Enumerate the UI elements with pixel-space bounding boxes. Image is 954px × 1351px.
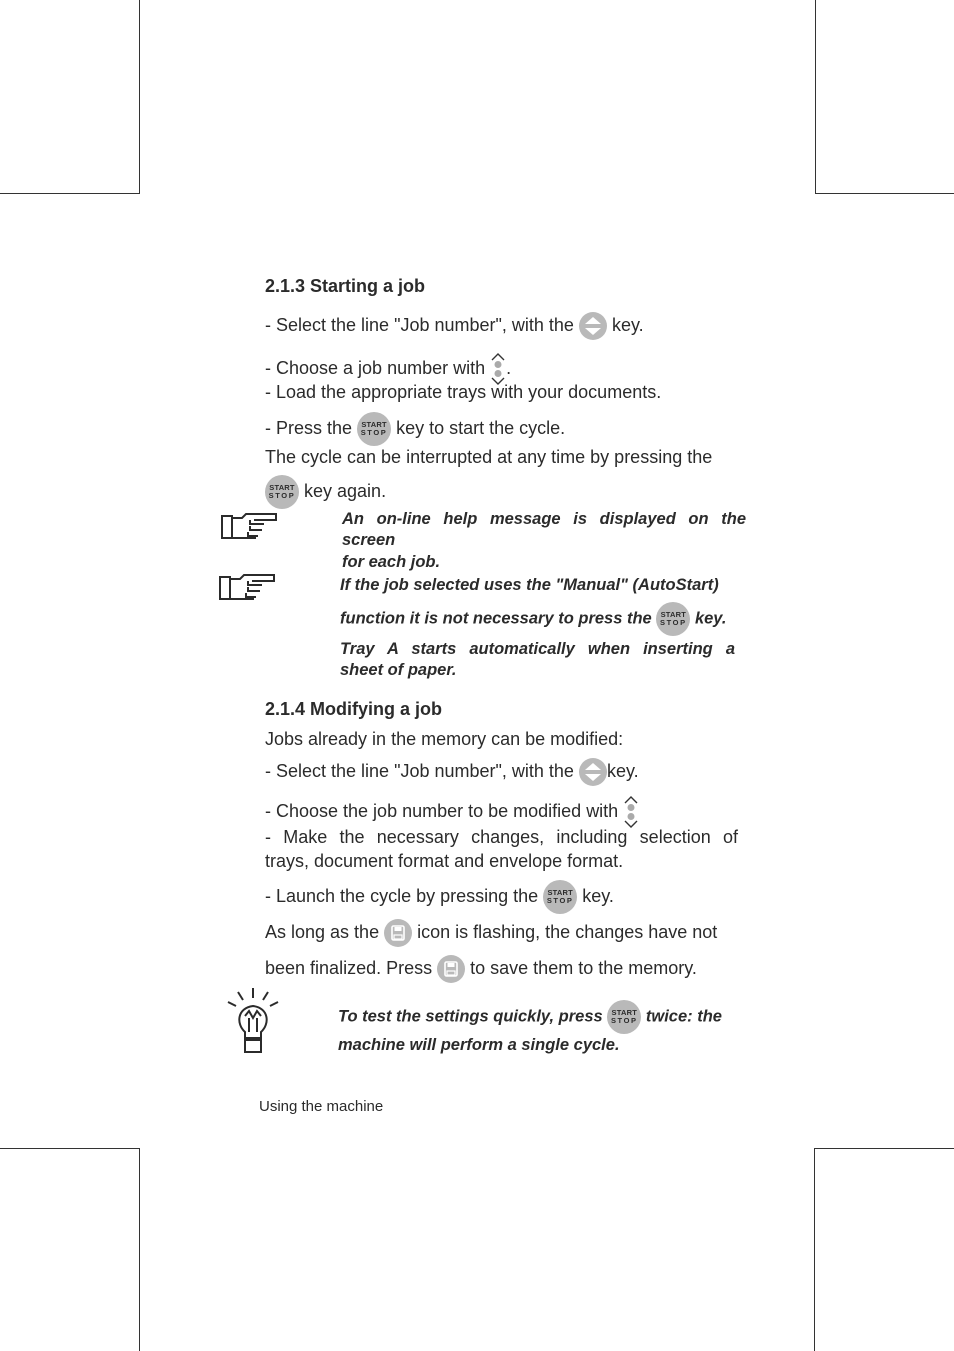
section-heading-starting-job: 2.1.3 Starting a job xyxy=(265,276,426,296)
start-stop-key-icon: START STOP xyxy=(656,602,690,636)
instruction-text: As long as the xyxy=(265,921,380,942)
start-stop-key-icon: START STOP xyxy=(357,412,391,446)
crop-mark xyxy=(139,1148,140,1351)
instruction-text: to save them to the memory. xyxy=(470,957,697,978)
save-press-text xyxy=(265,955,697,983)
note-autostart: sheet of paper. xyxy=(340,661,457,679)
instruction-text: . xyxy=(506,357,512,378)
pointing-hand-icon xyxy=(220,512,278,547)
instruction-text: key. xyxy=(582,885,614,906)
instruction-text: - Choose a job number with xyxy=(265,357,486,378)
save-flashing-text xyxy=(265,919,717,947)
instruction-text: icon is flashing, the changes have not xyxy=(417,921,718,942)
instruction-select-line xyxy=(265,758,639,786)
instruction-text: key to start the cycle. xyxy=(396,417,566,438)
instruction-text: - Choose the job number to be modified with xyxy=(265,800,619,821)
crop-mark xyxy=(0,1148,140,1149)
crop-mark xyxy=(0,193,140,194)
start-stop-key-icon: START STOP xyxy=(543,880,577,914)
instruction-text: key. xyxy=(611,314,644,335)
instruction-text: key again. xyxy=(304,480,387,501)
tip-text: To test the settings quickly, press START STOP twice: the xyxy=(338,1000,722,1034)
instruction-text: - Launch the cycle by pressing the xyxy=(265,885,539,906)
note-autostart: If the job selected uses the "Manual" (AutoStart) xyxy=(340,576,719,594)
save-floppy-icon xyxy=(384,919,412,947)
instruction-make-changes: - Make the necessary changes, including selection of xyxy=(265,827,738,847)
note-autostart: function it is not necessary to press the START STOP key. xyxy=(340,602,726,636)
crop-mark xyxy=(814,1148,815,1351)
crop-mark xyxy=(139,0,140,194)
instruction-choose-number xyxy=(265,795,639,829)
instruction-select-line xyxy=(265,312,644,340)
start-stop-key-icon: START STOP xyxy=(607,1000,641,1034)
crop-mark xyxy=(815,193,954,194)
note-autostart: Tray A starts automatically when inserting a xyxy=(340,640,735,658)
instruction-press-start xyxy=(265,412,565,446)
instruction-launch-cycle xyxy=(265,880,614,914)
up-down-arrows-icon xyxy=(623,795,639,829)
cycle-interrupt-text: The cycle can be interrupted at any time by pressing the xyxy=(265,447,713,467)
instruction-text: - Press the xyxy=(265,417,353,438)
lightbulb-icon xyxy=(226,986,280,1061)
pointing-hand-icon xyxy=(218,573,276,608)
note-help-message: screen xyxy=(342,531,396,549)
instruction-text: - Select the line "Job number", with the xyxy=(265,314,574,335)
instruction-load-trays: - Load the appropriate trays with your documents. xyxy=(265,382,662,402)
instruction-text: been finalized. Press xyxy=(265,957,433,978)
start-stop-key-icon: START STOP xyxy=(265,475,299,509)
crop-mark xyxy=(815,0,816,194)
instruction-text: key. xyxy=(606,760,639,781)
save-floppy-icon xyxy=(437,955,465,983)
modify-intro-text: Jobs already in the memory can be modified: xyxy=(265,729,624,749)
crop-mark xyxy=(814,1148,954,1149)
nav-key-icon xyxy=(579,758,607,786)
nav-key-icon xyxy=(579,312,607,340)
instruction-text: - Select the line "Job number", with the xyxy=(265,760,574,781)
note-help-message: for each job. xyxy=(342,553,441,571)
tip-text: machine will perform a single cycle. xyxy=(338,1036,620,1054)
cycle-interrupt-text-2 xyxy=(265,475,386,509)
section-heading-modifying-job: 2.1.4 Modifying a job xyxy=(265,699,443,719)
note-help-message: An on-line help message is displayed on the xyxy=(342,510,746,528)
page-footer: Using the machine xyxy=(259,1098,384,1115)
instruction-make-changes-2: trays, document format and envelope format. xyxy=(265,851,624,871)
